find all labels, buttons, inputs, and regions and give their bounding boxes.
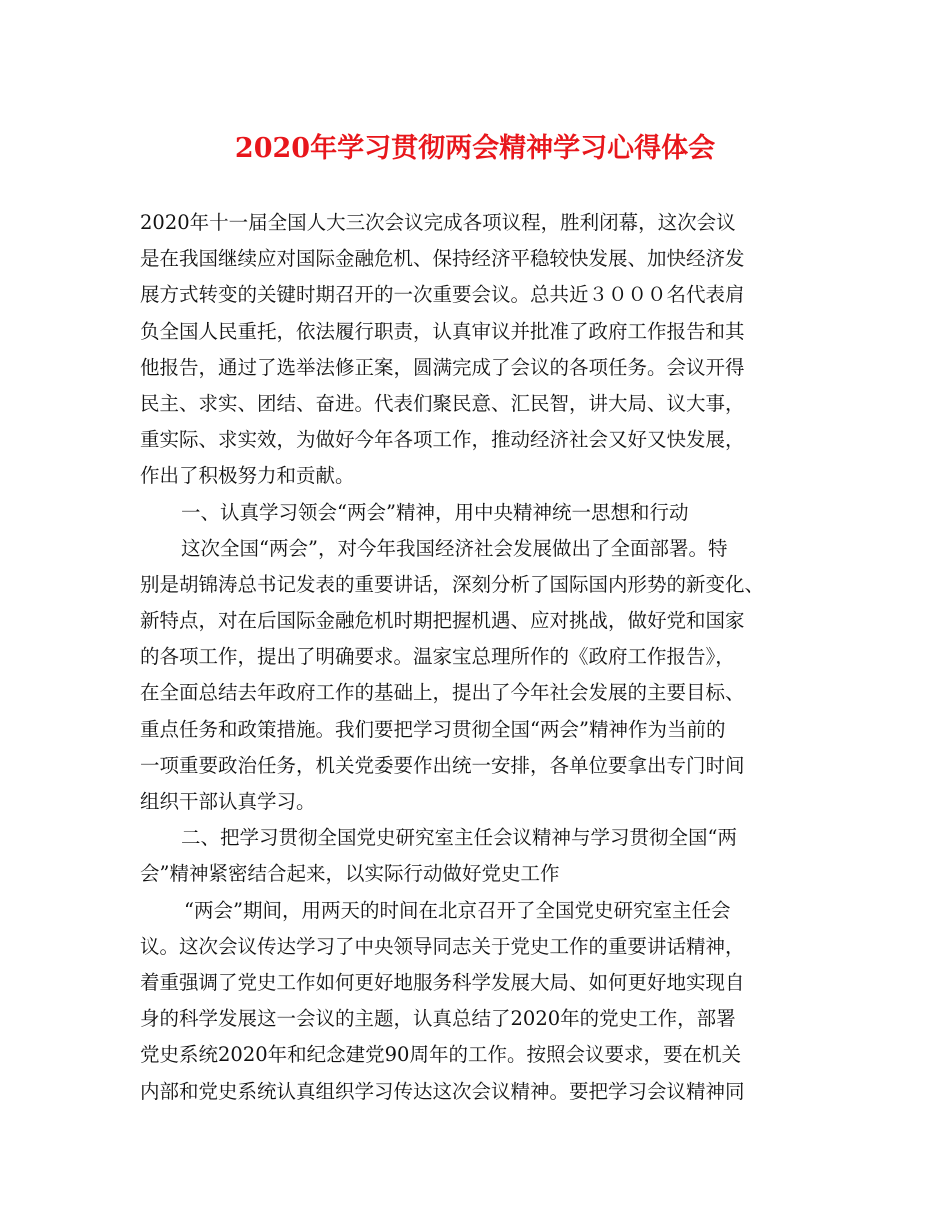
body-line: 他报告，通过了选举法修正案，圆满完成了会议的各项任务。会议开得	[140, 355, 745, 379]
body-line: 作出了积极努力和贡献。	[140, 464, 355, 488]
section-heading: 二、把学习贯彻全国党史研究室主任会议精神与学习贯彻全国“两	[181, 826, 737, 850]
body-line: 党史系统2020年和纪念建党90周年的工作。按照会议要求，要在机关	[140, 1043, 741, 1067]
body-line: 组织干部认真学习。	[140, 790, 316, 813]
body-line: 展方式转变的关键时期召开的一次重要会议。总共近３０００名代表肩	[140, 283, 745, 307]
body-line: 一项重要政治任务，机关党委要作出统一安排，各单位要拿出专门时间	[140, 753, 745, 777]
body-line: 着重强调了党史工作如何更好地服务科学发展大局、如何更好地实现自	[140, 970, 745, 994]
body-line: 议。这次会议传达学习了中央领导同志关于党史工作的重要讲话精神，	[140, 934, 745, 958]
body-line: 的各项工作，提出了明确要求。温家宝总理所作的《政府工作报告》，	[140, 645, 735, 669]
body-line: 是在我国继续应对国际金融危机、保持经济平稳较快发展、加快经济发	[140, 247, 745, 271]
section-heading-continued: 会”精神紧密结合起来，以实际行动做好党史工作	[140, 862, 560, 886]
body-line: 身的科学发展这一会议的主题，认真总结了2020年的党史工作，部署	[140, 1007, 736, 1031]
body-line: 这次全国“两会”，对今年我国经济社会发展做出了全面部署。特	[181, 536, 728, 560]
body-line: 别是胡锦涛总书记发表的重要讲话，深刻分析了国际国内形势的新变化、	[140, 572, 765, 596]
document-title: 2020年学习贯彻两会精神学习心得体会	[234, 133, 716, 164]
body-line: 负全国人民重托，依法履行职责，认真审议并批准了政府工作报告和其	[140, 319, 745, 343]
section-heading: 一、认真学习领会“两会”精神，用中央精神统一思想和行动	[181, 500, 689, 524]
body-line: 重实际、求实效，为做好今年各项工作，推动经济社会又好又快发展，	[140, 428, 745, 452]
document-body	[140, 205, 820, 1110]
body-line: “两会”期间，用两天的时间在北京召开了全国党史研究室主任会	[184, 898, 731, 922]
body-line: 内部和党史系统认真组织学习传达这次会议精神。要把学习会议精神同	[140, 1079, 745, 1103]
body-line: 2020年十一届全国人大三次会议完成各项议程，胜利闭幕，这次会议	[140, 211, 736, 234]
body-line: 民主、求实、团结、奋进。代表们聚民意、汇民智，讲大局、议大事，	[140, 391, 745, 415]
body-line: 重点任务和政策措施。我们要把学习贯彻全国“两会”精神作为当前的	[140, 717, 726, 741]
body-line: 新特点，对在后国际金融危机时期把握机遇、应对挑战，做好党和国家	[140, 609, 745, 633]
body-line: 在全面总结去年政府工作的基础上，提出了今年社会发展的主要目标、	[140, 681, 745, 705]
